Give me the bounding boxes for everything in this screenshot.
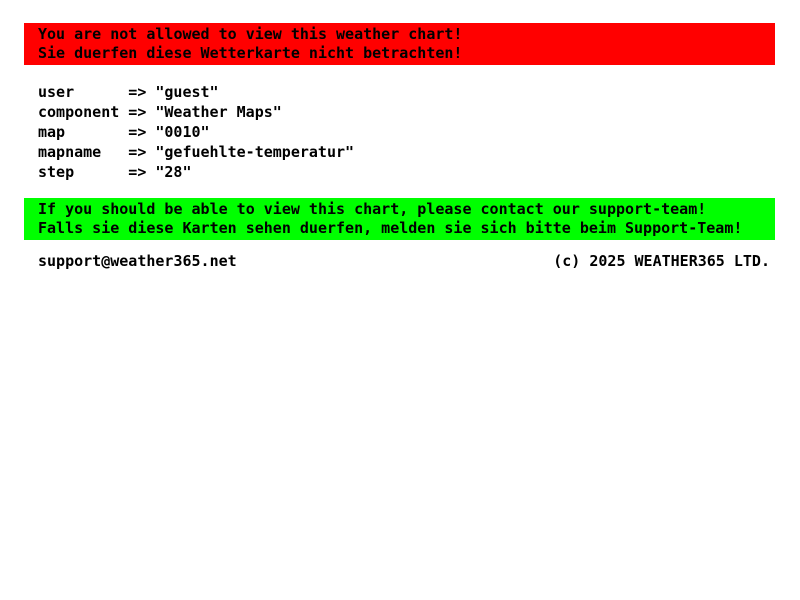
arrow-glyph: => (128, 103, 147, 121)
support-email: support@weather365.net (38, 252, 237, 270)
support-message-de: Falls sie diese Karten sehen duerfen, melden sie sich bitte beim Support-Team! (38, 219, 743, 237)
arrow-glyph: => (128, 83, 147, 101)
error-message-en: You are not allowed to view this weather chart! (38, 25, 463, 43)
detail-value: "28" (155, 163, 192, 181)
detail-key: component (38, 103, 120, 121)
support-message-en: If you should be able to view this chart, please contact our support-team! (38, 200, 707, 218)
support-banner (24, 198, 775, 240)
footer (24, 251, 775, 271)
detail-key: user (38, 83, 75, 101)
detail-row-step (38, 162, 775, 182)
arrow-glyph: => (128, 143, 147, 161)
detail-value: "gefuehlte-temperatur" (155, 143, 355, 161)
detail-row-map (38, 122, 775, 142)
error-page-content (24, 23, 775, 271)
error-message-de: Sie duerfen diese Wetterkarte nicht betrachten! (38, 44, 463, 62)
request-details (38, 82, 775, 182)
detail-key: map (38, 123, 66, 141)
error-banner (24, 23, 775, 65)
arrow-glyph: => (128, 123, 147, 141)
detail-value: "0010" (155, 123, 210, 141)
detail-row-component (38, 102, 775, 122)
copyright-notice: (c) 2025 WEATHER365 LTD. (553, 252, 770, 270)
detail-key: step (38, 163, 75, 181)
detail-row-user (38, 82, 775, 102)
detail-value: "Weather Maps" (155, 103, 282, 121)
detail-key: mapname (38, 143, 102, 161)
detail-row-mapname (38, 142, 775, 162)
arrow-glyph: => (128, 163, 147, 181)
detail-value: "guest" (155, 83, 219, 101)
